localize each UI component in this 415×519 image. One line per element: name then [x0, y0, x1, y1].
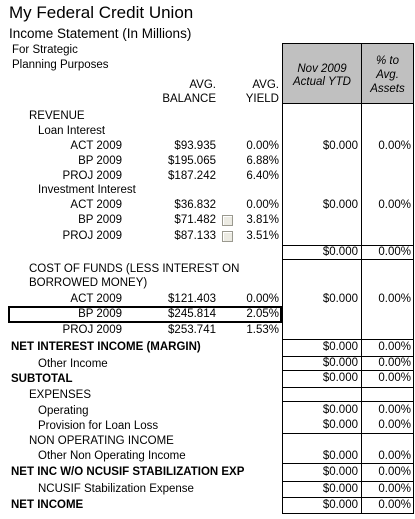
revenue-total-ytd: $0.000	[322, 246, 358, 258]
grid-line	[282, 513, 414, 514]
pct-header-line-1: % to	[375, 55, 399, 67]
yield-value: 0.00%	[246, 140, 279, 152]
yield-value: 2.05%	[246, 308, 279, 320]
net-inc-wo-label: NET INC W/O NCUSIF STABILIZATION EXP	[11, 466, 245, 478]
grid-line	[282, 401, 414, 402]
loan-interest-label: Loan Interest	[38, 125, 106, 137]
pct-value: 0.00%	[378, 341, 411, 353]
report-subtitle: Income Statement (In Millions)	[9, 26, 192, 41]
balance-value: $187.242	[168, 170, 216, 182]
non-operating-heading: NON OPERATING INCOME	[29, 435, 174, 447]
balance-value: $253.741	[168, 324, 216, 336]
grid-line	[282, 339, 414, 340]
row-label: PROJ 2009	[62, 230, 122, 242]
operating-label: Operating	[38, 405, 89, 417]
grid-line	[282, 370, 414, 371]
ytd-value: $0.000	[322, 372, 358, 384]
subtotal-label: SUBTOTAL	[11, 373, 73, 385]
other-income-label: Other Income	[38, 358, 108, 370]
yield-value: 3.51%	[246, 230, 279, 242]
row-label: PROJ 2009	[62, 170, 122, 182]
balance-value: $245.814	[168, 308, 216, 320]
row-label: ACT 2009	[70, 199, 122, 211]
net-interest-income-label: NET INTEREST INCOME (MARGIN)	[11, 341, 201, 353]
cost-of-funds-heading-2: BORROWED MONEY)	[29, 277, 148, 289]
pct-header-line-3: Assets	[370, 83, 405, 95]
balance-header: BALANCE	[162, 93, 216, 105]
ytd-value: $0.000	[322, 419, 358, 431]
ytd-value: $0.000	[322, 499, 358, 511]
grid-line	[282, 497, 414, 498]
pct-value: 0.00%	[378, 199, 411, 211]
balance-value: $93.935	[174, 140, 216, 152]
pct-value: 0.00%	[378, 483, 411, 495]
pct-value: 0.00%	[378, 450, 411, 462]
yield-value: 1.53%	[246, 324, 279, 336]
row-label: BP 2009	[78, 214, 122, 226]
yield-header: YIELD	[245, 93, 279, 105]
pct-header-line-2: Avg.	[376, 69, 399, 81]
row-label: PROJ 2009	[62, 324, 122, 336]
ytd-value: $0.000	[322, 466, 358, 478]
ytd-value: $0.000	[322, 483, 358, 495]
revenue-total-pct: 0.00%	[378, 246, 411, 258]
ytd-header-line-1: Nov 2009	[297, 63, 347, 75]
yield-value: 3.81%	[246, 214, 279, 226]
balance-value: $71.482	[174, 214, 216, 226]
yield-value: 0.00%	[246, 293, 279, 305]
yield-value: 6.88%	[246, 155, 279, 167]
pct-value: 0.00%	[378, 404, 411, 416]
yield-value: 6.40%	[246, 170, 279, 182]
pct-value: 0.00%	[378, 372, 411, 384]
grid-line	[282, 481, 414, 482]
ytd-value: $0.000	[322, 450, 358, 462]
investment-interest-label: Investment Interest	[38, 184, 136, 196]
pct-column-header	[361, 43, 414, 104]
grid-line	[282, 387, 414, 388]
ytd-value: $0.000	[322, 357, 358, 369]
ytd-column-header	[282, 43, 362, 104]
balance-header-avg: AVG.	[189, 79, 216, 91]
row-label: BP 2009	[78, 308, 122, 320]
purpose-line-2: Planning Purposes	[12, 59, 109, 71]
pct-value: 0.00%	[378, 357, 411, 369]
yield-header-avg: AVG.	[252, 79, 279, 91]
cost-of-funds-heading-1: COST OF FUNDS (LESS INTEREST ON	[29, 263, 240, 275]
ytd-value: $0.000	[322, 293, 358, 305]
yield-value: 0.00%	[246, 199, 279, 211]
row-label: BP 2009	[78, 155, 122, 167]
expenses-heading: EXPENSES	[29, 389, 91, 401]
grid-line	[282, 463, 414, 464]
provision-label: Provision for Loan Loss	[38, 420, 159, 432]
ytd-header-line-2: Actual YTD	[293, 76, 351, 88]
balance-value: $195.065	[168, 155, 216, 167]
ytd-value: $0.000	[322, 341, 358, 353]
balance-value: $87.133	[174, 230, 216, 242]
pct-value: 0.00%	[378, 419, 411, 431]
ytd-value: $0.000	[322, 404, 358, 416]
revenue-heading: REVENUE	[29, 110, 85, 122]
pct-value: 0.00%	[378, 466, 411, 478]
ytd-value: $0.000	[322, 199, 358, 211]
balance-value: $121.403	[168, 293, 216, 305]
ytd-value: $0.000	[322, 140, 358, 152]
row-label: ACT 2009	[70, 140, 122, 152]
other-non-operating-label: Other Non Operating Income	[38, 450, 186, 462]
pct-value: 0.00%	[378, 140, 411, 152]
grid-line	[282, 433, 414, 434]
pct-value: 0.00%	[378, 293, 411, 305]
balance-value: $36.832	[174, 199, 216, 211]
row-label: ACT 2009	[70, 293, 122, 305]
ncusif-label: NCUSIF Stabilization Expense	[38, 483, 194, 495]
net-income-label: NET INCOME	[11, 499, 84, 511]
grid-line	[282, 259, 414, 260]
pct-value: 0.00%	[378, 499, 411, 511]
purpose-line-1: For Strategic	[12, 44, 78, 56]
report-title: My Federal Credit Union	[9, 3, 194, 22]
